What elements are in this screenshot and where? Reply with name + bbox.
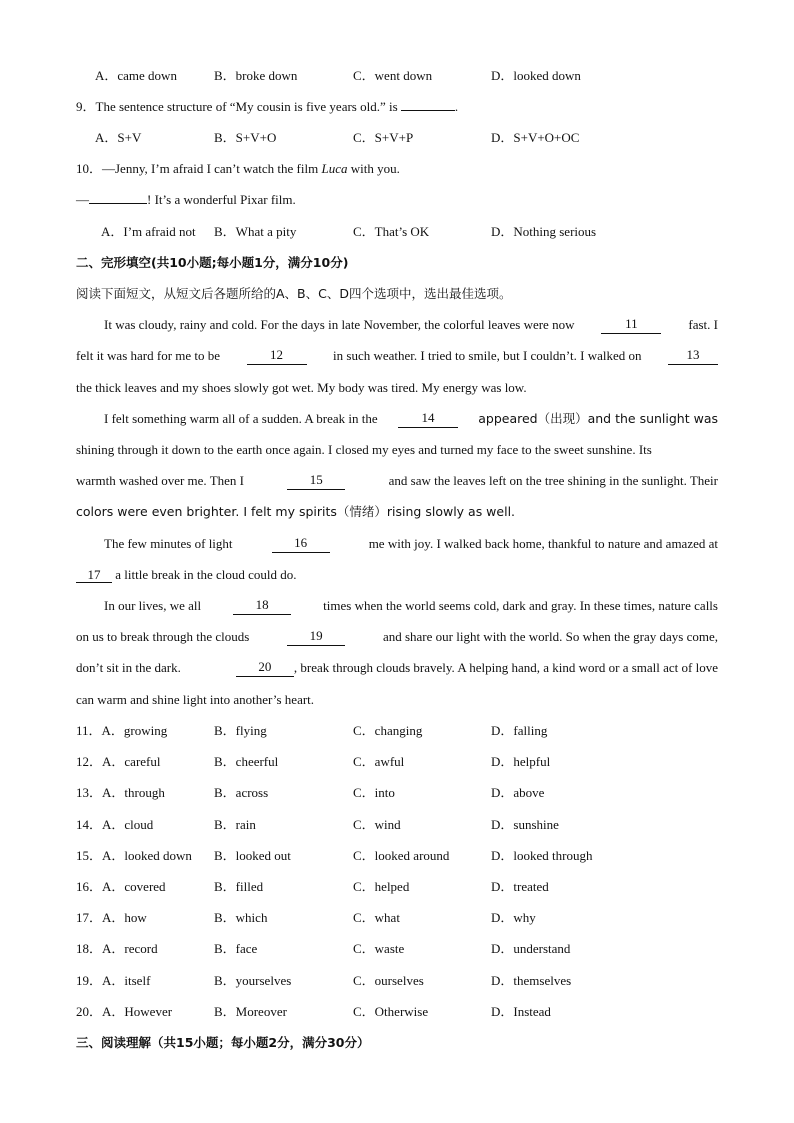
passage-text: It was cloudy, rainy and cold. For the days in late November, the colorful leaves were now [104, 317, 575, 332]
option-c: C．wind [353, 816, 401, 832]
option-a: A．careful [102, 754, 161, 770]
option-b: B．looked out [214, 847, 291, 863]
answer-row-19 [76, 972, 150, 990]
passage-text: a little break in the cloud could do. [115, 567, 297, 582]
option-b: B．face [214, 941, 258, 957]
q9-option-d: D．S+V+O+OC [491, 130, 580, 145]
passage-text: In our lives, we all [104, 598, 202, 613]
q8-option-c: C．went down [353, 68, 433, 83]
q10-text-1: 10．—Jenny, I’m afraid I can’t watch the film [76, 161, 319, 176]
answer-row-13 [76, 784, 165, 802]
blank-11: 11 [601, 316, 661, 334]
answer-row-15 [76, 847, 192, 865]
option-d: D．themselves [491, 972, 572, 988]
option-c: C．awful [353, 754, 405, 770]
passage-text: I felt something warm all of a sudden. A break in the [104, 411, 378, 426]
q10-dash: — [76, 192, 89, 207]
q9-stem-text: 9．The sentence structure of “My cousin is five years old.” is [76, 99, 398, 114]
option-a: A．through [102, 785, 165, 801]
question-number: 14． [76, 816, 103, 832]
q8-option-d: D．looked down [491, 68, 581, 83]
blank-15: 15 [287, 472, 345, 490]
answer-row-11 [76, 722, 167, 740]
option-b: B．across [214, 785, 269, 801]
option-d: D．falling [491, 723, 548, 738]
passage-text: fast. I [688, 317, 718, 332]
q9-option-c: C．S+V+P [353, 130, 414, 145]
q10-film-title: Luca [321, 161, 348, 176]
q10-option-d: D．Nothing serious [491, 224, 597, 239]
blank-14: 14 [398, 410, 458, 428]
passage-p1-line1 [104, 316, 718, 334]
option-b: B．rain [214, 816, 256, 832]
option-b: B．filled [214, 879, 264, 894]
option-c: C．waste [353, 941, 405, 957]
passage-p1-line2 [76, 347, 718, 365]
option-b: B．Moreover [214, 1003, 287, 1019]
option-c: C．Otherwise [353, 1003, 429, 1019]
passage-p2-line3 [76, 472, 718, 490]
passage-p1-line3: the thick leaves and my shoes slowly got wet. My body was tired. My energy was low. [76, 380, 527, 395]
passage-text: felt it was hard for me to be [76, 348, 221, 363]
answer-row-20 [76, 1003, 172, 1021]
option-d: D．treated [491, 879, 549, 894]
q10-blank [89, 203, 147, 204]
option-d: D．looked through [491, 847, 593, 863]
option-d: D．why [491, 910, 536, 926]
passage-p3-line2 [76, 566, 296, 584]
q8-option-a: A．came down [95, 68, 177, 83]
passage-text: , break through clouds bravely. A helping hand, a kind word or a small act of love [293, 660, 718, 675]
option-a: A．However [102, 1003, 173, 1019]
option-a: A．cloud [102, 816, 154, 832]
question-number: 13． [76, 785, 103, 801]
section2-heading: 二、完形填空(共10小题;每小题1分，满分10分) [76, 255, 349, 270]
question-number: 11． [76, 723, 102, 738]
blank-13: 13 [668, 347, 718, 365]
q10-option-a: A．I’m afraid not [101, 224, 196, 239]
q10-line-2 [76, 191, 296, 209]
passage-text: shining through it down to the earth once again. I closed my eyes and turned my face to the sweet sunshine. Its [76, 442, 652, 457]
option-c: C．into [353, 785, 395, 801]
option-c: C．what [353, 910, 400, 926]
option-a: A．growing [101, 723, 168, 738]
passage-text: The few minutes of light [104, 536, 233, 551]
q10-line-1 [76, 160, 400, 178]
question-number: 12． [76, 754, 103, 770]
section2-instruction: 阅读下面短文，从短文后各题所给的A、B、C、D四个选项中，选出最佳选项。 [76, 286, 512, 301]
question-number: 16． [76, 879, 103, 894]
option-b: B．yourselves [214, 972, 292, 988]
passage-text: on us to break through the clouds [76, 629, 250, 644]
option-a: A．itself [102, 972, 151, 988]
passage-text: warmth washed over me. Then I [76, 473, 244, 488]
option-c: C．ourselves [353, 972, 424, 988]
passage-p4-line3 [76, 659, 718, 677]
q9-stem [76, 98, 458, 116]
passage-text: times when the world seems cold, dark and gray. In these times, nature calls [323, 598, 718, 613]
q10-text-2: with you. [350, 161, 400, 176]
answer-row-18 [76, 940, 158, 958]
passage-text: and saw the leaves left on the tree shining in the sunlight. Their [388, 473, 718, 488]
passage-p2-line4 [76, 503, 515, 521]
q9-blank [401, 110, 455, 111]
passage-text: and share our light with the world. So when the gray days come, [382, 629, 718, 644]
question-number: 20． [76, 1003, 103, 1019]
option-a: A．record [102, 941, 158, 957]
question-number: 19． [76, 972, 103, 988]
passage-p4-line1 [104, 597, 718, 615]
option-d: D．understand [491, 941, 571, 957]
option-c: C．changing [353, 723, 423, 738]
answer-row-16 [76, 878, 166, 896]
question-number: 17． [76, 910, 103, 926]
option-b: B．cheerful [214, 754, 279, 770]
q9-stem-end: . [454, 99, 459, 114]
passage-p4-line2 [76, 628, 718, 646]
answer-row-14 [76, 816, 153, 834]
passage-text: don’t sit in the dark. [76, 660, 181, 675]
q10-option-c: C．That’s OK [353, 224, 430, 239]
blank-12: 12 [247, 347, 307, 365]
option-c: C．looked around [353, 847, 450, 863]
passage-p4-line4: can warm and shine light into another’s heart. [76, 692, 315, 707]
answer-row-17 [76, 909, 147, 927]
option-a: A．covered [102, 879, 166, 894]
option-d: D．sunshine [491, 816, 559, 832]
option-d: D．helpful [491, 754, 551, 770]
section3-heading: 三、阅读理解（共15小题；每小题2分，满分30分） [76, 1035, 370, 1050]
blank-19: 19 [287, 628, 345, 646]
passage-text: appeared（出现）and the sunlight was [478, 411, 718, 426]
option-d: D．Instead [491, 1003, 551, 1019]
option-d: D．above [491, 785, 545, 801]
passage-p3-line1 [104, 535, 718, 553]
option-a: A．looked down [102, 847, 192, 863]
q9-option-b: B．S+V+O [214, 130, 277, 145]
option-c: C．helped [353, 879, 410, 894]
q9-option-a: A．S+V [95, 130, 142, 145]
q10-option-b: B．What a pity [214, 224, 297, 239]
passage-text: in such weather. I tried to smile, but I couldn’t. I walked on [333, 348, 642, 363]
option-b: B．flying [214, 723, 267, 738]
q10-text-3: ! It’s a wonderful Pixar film. [147, 192, 296, 207]
passage-text: me with joy. I walked back home, thankful to nature and amazed at [368, 536, 718, 551]
q8-option-b: B．broke down [214, 68, 298, 83]
passage-p2-line1 [104, 410, 718, 428]
passage-text: colors were even brighter. I felt my spirits（情绪）rising slowly as well. [76, 504, 516, 519]
blank-20: 20 [236, 659, 294, 677]
answer-row-12 [76, 753, 160, 771]
passage-p2-line2 [76, 441, 718, 459]
question-number: 15． [76, 847, 103, 863]
blank-16: 16 [272, 535, 330, 553]
blank-18: 18 [233, 597, 291, 615]
blank-17: 17 [76, 567, 112, 583]
question-number: 18． [76, 941, 103, 957]
option-b: B．which [214, 910, 268, 926]
option-a: A．how [102, 910, 147, 926]
